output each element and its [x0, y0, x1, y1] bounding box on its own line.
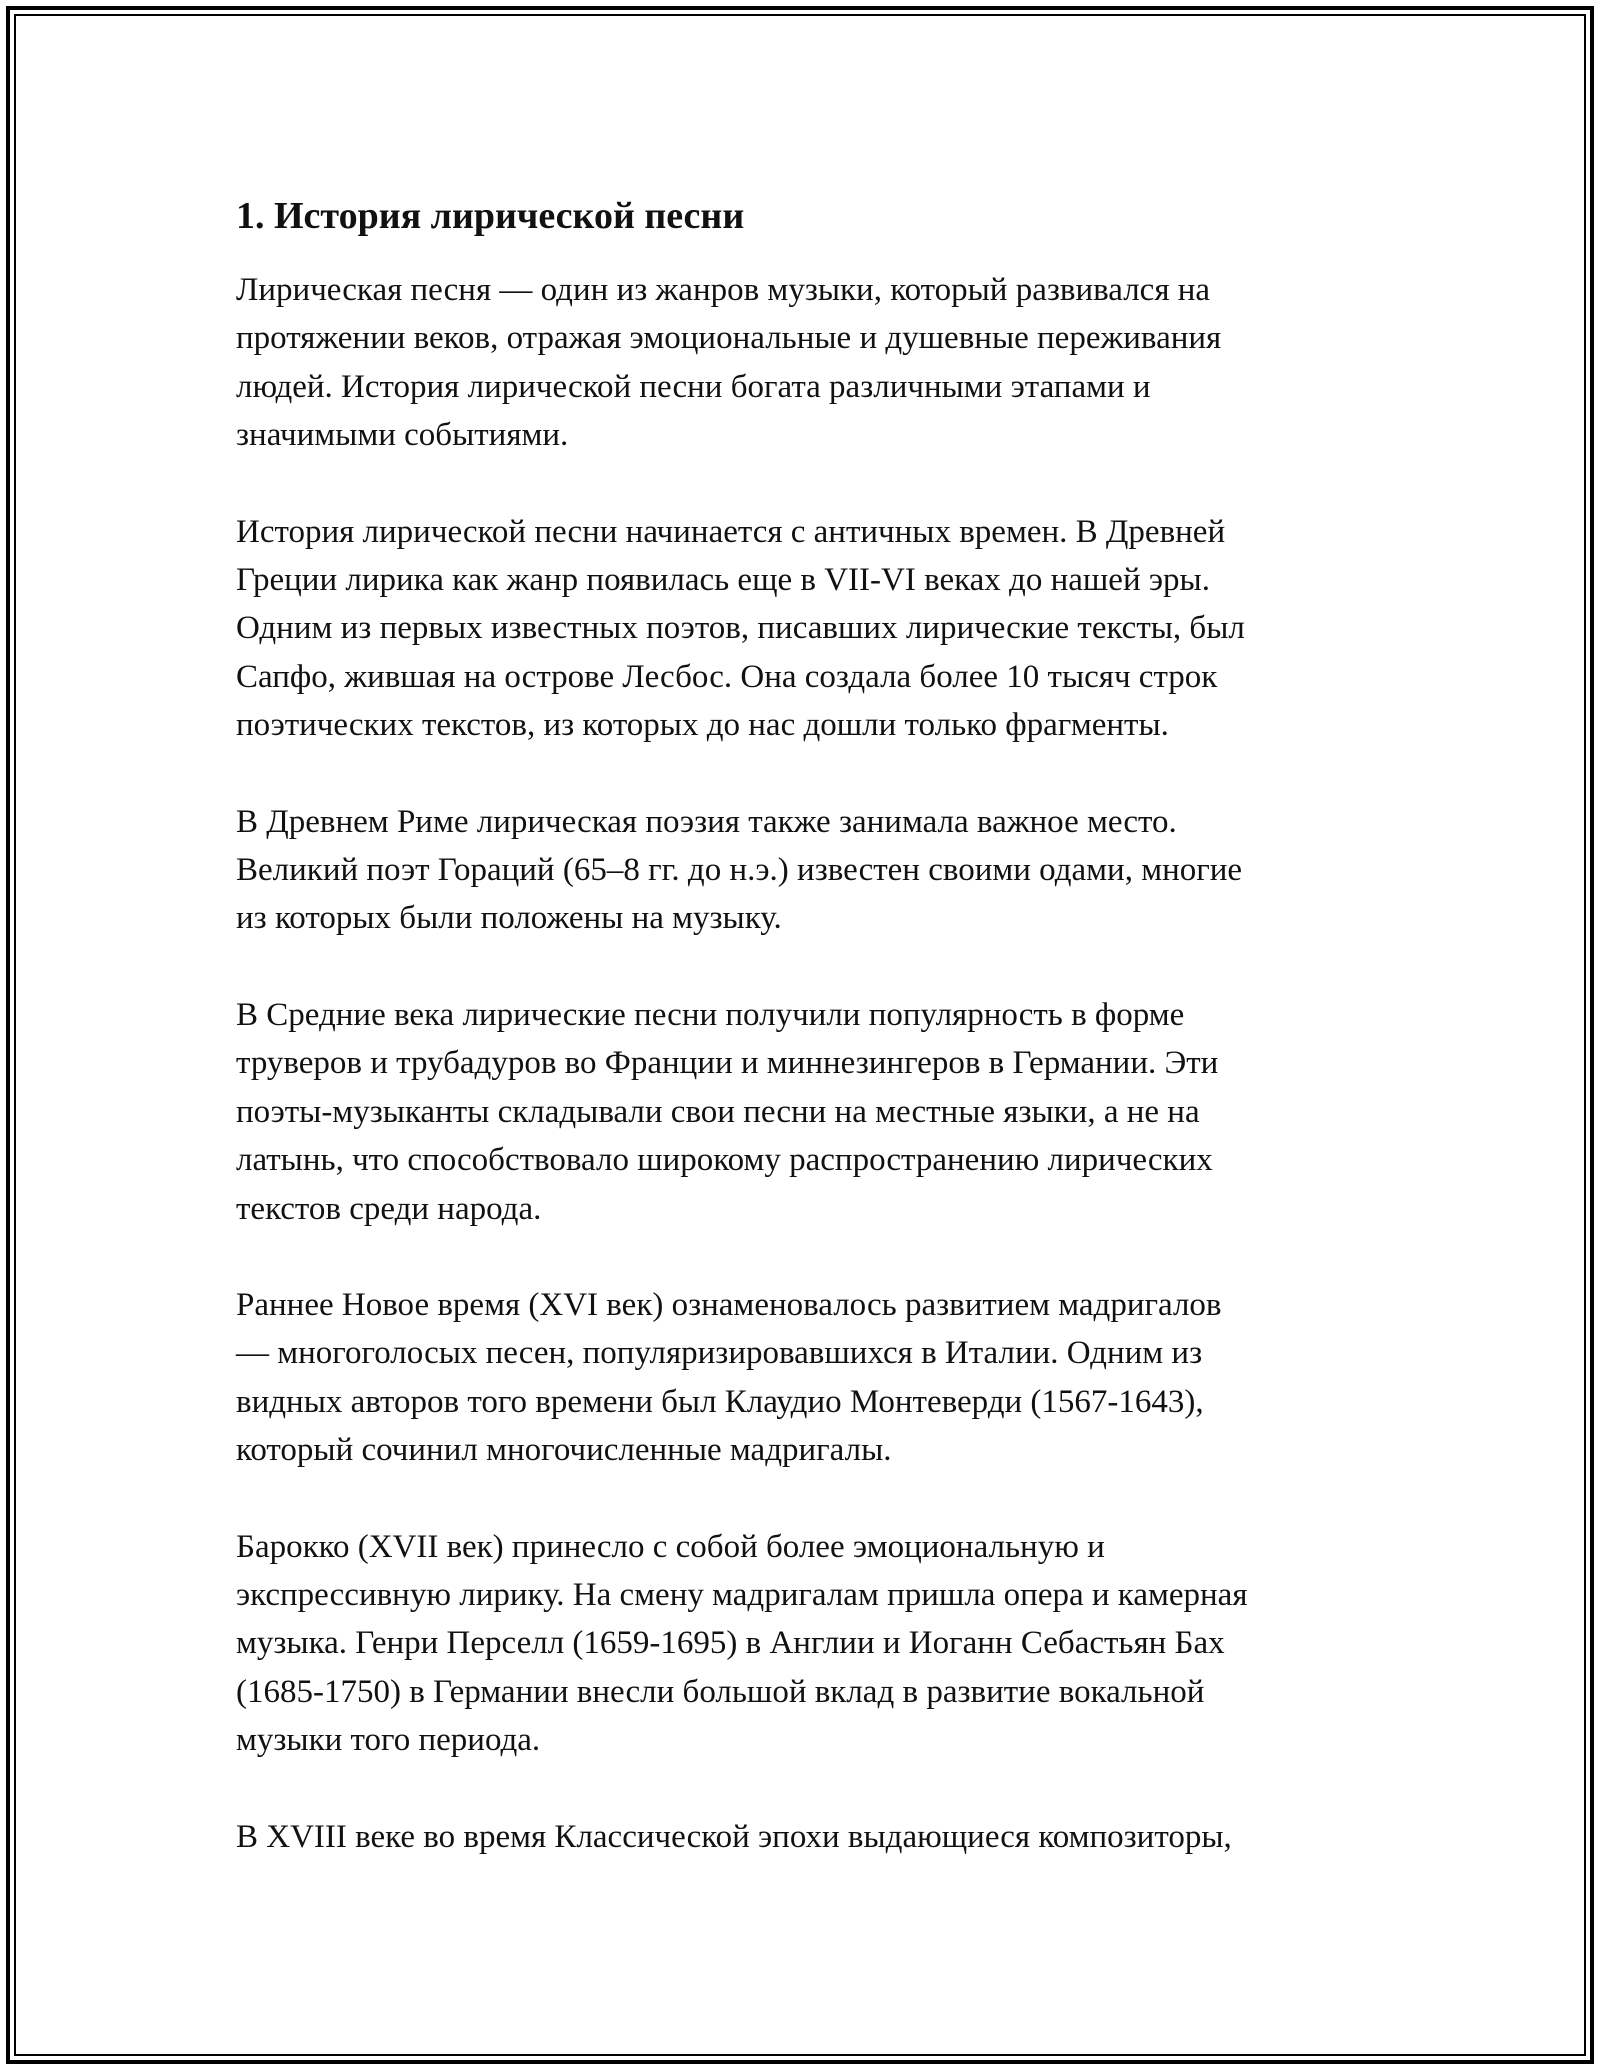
paragraph-classical-era: В XVIII веке во время Классической эпохи выдающиеся композиторы,: [236, 1818, 1232, 1855]
paragraph-baroque: Барокко (XVII век) принесло с собой более эмоциональную и экспрессивную лирику. На смену мадригалам пришла опера и камерная музыка. Генри Перселл (1659-1695) в Англии и Иоганн Себастьян Бах (1685-1750) в Германии внесли большой вклад в развитие вокальной музыки того периода.: [236, 1528, 1248, 1759]
section-heading: 1. История лирической песни: [236, 195, 745, 237]
paragraph-antiquity-greece: История лирической песни начинается с античных времен. В Древней Греции лирика как жанр появилась еще в VII-VI веках до нашей эры. Одним из первых известных поэтов, писавших лирические тексты, был Сапфо, жившая на острове Лесбос. Она создала более 10 тысяч строк поэтических текстов, из которых до нас дошли только фрагменты.: [236, 513, 1245, 744]
paragraph-intro: Лирическая песня — один из жанров музыки, который развивался на протяжении веков, отражая эмоциональные и душевные переживания людей. История лирической песни богата различными этапами и значимыми событиями.: [236, 272, 1222, 454]
paragraph-ancient-rome: В Древнем Риме лирическая поэзия также занимала важное место. Великий поэт Гораций (65–8 гг. до н.э.) известен своими одами, многие из которых были положены на музыку.: [236, 803, 1243, 937]
paragraph-early-modern: Раннее Новое время (XVI век) ознаменовалось развитием мадригалов — многоголосых песен, популяризировавшихся в Италии. Одним из видных авторов того времени был Клаудио Монтеверди (1567-1643), который сочинил многочисленные мадригалы.: [236, 1286, 1222, 1469]
paragraph-middle-ages: В Средние века лирические песни получили популярность в форме труверов и трубадуров во Франции и миннезингеров в Германии. Эти поэты-музыканты складывали свои песни на местные языки, а не на латынь, что способствовало широкому распространению лирических текстов среди народа.: [236, 996, 1219, 1227]
document-body: [236, 188, 1386, 1909]
